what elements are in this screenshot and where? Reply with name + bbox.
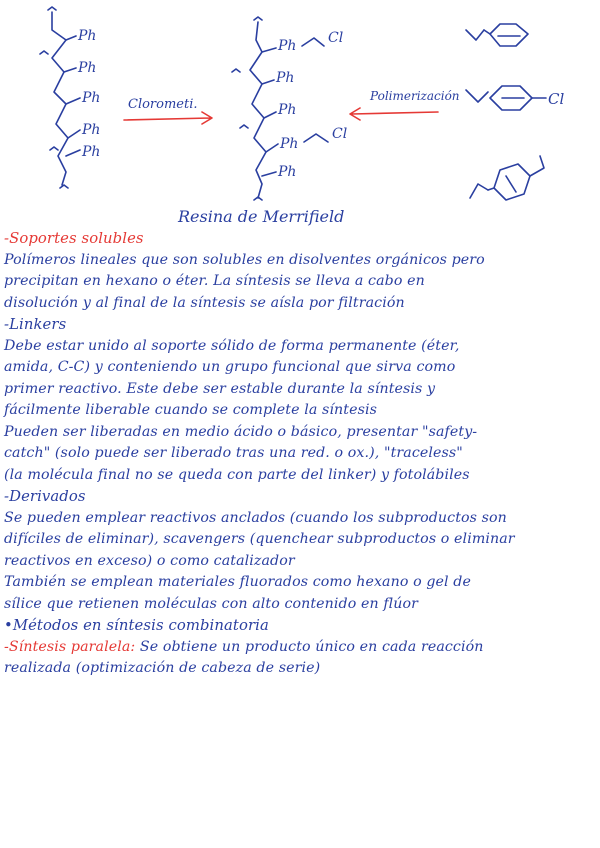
note-line: sílice que retienen moléculas con alto contenido en flúor	[4, 595, 419, 612]
ps-ph-5: Ph	[82, 144, 101, 160]
polymerization-arrow	[350, 89, 460, 120]
note-line: Debe estar unido al soporte sólido de forma permanente (éter,	[4, 337, 460, 354]
mr-cl-1: Cl	[328, 30, 344, 46]
note-line: catch" (solo puede ser liberado tras una red. o ox.), "traceless"	[4, 445, 463, 461]
note-line: fácilmente liberable cuando se complete la síntesis	[4, 402, 377, 418]
merrifield-resin-structure	[232, 17, 347, 200]
reaction-scheme	[0, 0, 600, 230]
note-line: precipitan en hexano o éter. La síntesis se lleva a cabo en	[4, 273, 425, 289]
mr-ph-5: Ph	[278, 164, 297, 180]
mr-ph-1: Ph	[278, 38, 297, 54]
svg-text:Polimerización: Polimerización	[370, 89, 460, 103]
ps-ph-3: Ph	[82, 90, 101, 106]
note-line: difíciles de eliminar), scavengers (quenchear subproductos o eliminar	[4, 531, 515, 547]
svg-text:Clorometi.: Clorometi.	[128, 97, 198, 112]
styrene-monomer	[466, 24, 528, 46]
note-line: disolución y al final de la síntesis se aísla por filtración	[4, 294, 405, 311]
notes-body	[4, 228, 596, 680]
merrifield-caption: Resina de Merrifield	[178, 207, 345, 226]
note-line: Pueden ser liberadas en medio ácido o básico, presentar "safety-	[4, 423, 478, 440]
ps-ph-2: Ph	[78, 60, 97, 76]
heading-metodos-combinatoria: •Métodos en síntesis combinatoria	[4, 617, 269, 634]
note-line: Se pueden emplear reactivos anclados (cuando los subproductos son	[4, 509, 507, 526]
note-line: Polímeros lineales que son solubles en disolventes orgánicos pero	[4, 251, 485, 268]
note-line: primer reactivo. Este debe ser estable durante la síntesis y	[4, 380, 436, 397]
ps-ph-1: Ph	[78, 28, 97, 44]
mr-ph-3: Ph	[278, 102, 297, 118]
note-line: reactivos en exceso) o como catalizador	[4, 552, 295, 569]
chloromethylation-arrow	[124, 97, 212, 124]
mr-ph-2: Ph	[276, 70, 295, 86]
mr-ph-4: Ph	[280, 136, 299, 152]
mr-cl-2: Cl	[332, 126, 348, 142]
polystyrene-structure	[40, 7, 100, 188]
heading-soportes-solubles: -Soportes solubles	[4, 230, 144, 247]
sintesis-paralela-line	[4, 637, 596, 659]
note-line: También se emplean materiales fluorados como hexano o gel de	[4, 574, 471, 590]
heading-derivados: -Derivados	[4, 488, 86, 505]
chloromethylstyrene-monomer	[466, 86, 564, 110]
monomer-cl-label: Cl	[548, 90, 565, 108]
divinylbenzene-monomer	[470, 156, 544, 200]
note-line: realizada (optimización de cabeza de serie)	[4, 660, 321, 676]
sintesis-paralela-text: Se obtiene un producto único en cada reacción	[135, 638, 484, 655]
note-line: amida, C-C) y conteniendo un grupo funcional que sirva como	[4, 359, 456, 375]
ps-ph-4: Ph	[82, 122, 101, 138]
note-line: (la molécula final no se queda con parte del linker) y fotolábiles	[4, 466, 470, 483]
heading-linkers: -Linkers	[4, 316, 67, 333]
sintesis-paralela-label: -Síntesis paralela:	[4, 638, 136, 655]
